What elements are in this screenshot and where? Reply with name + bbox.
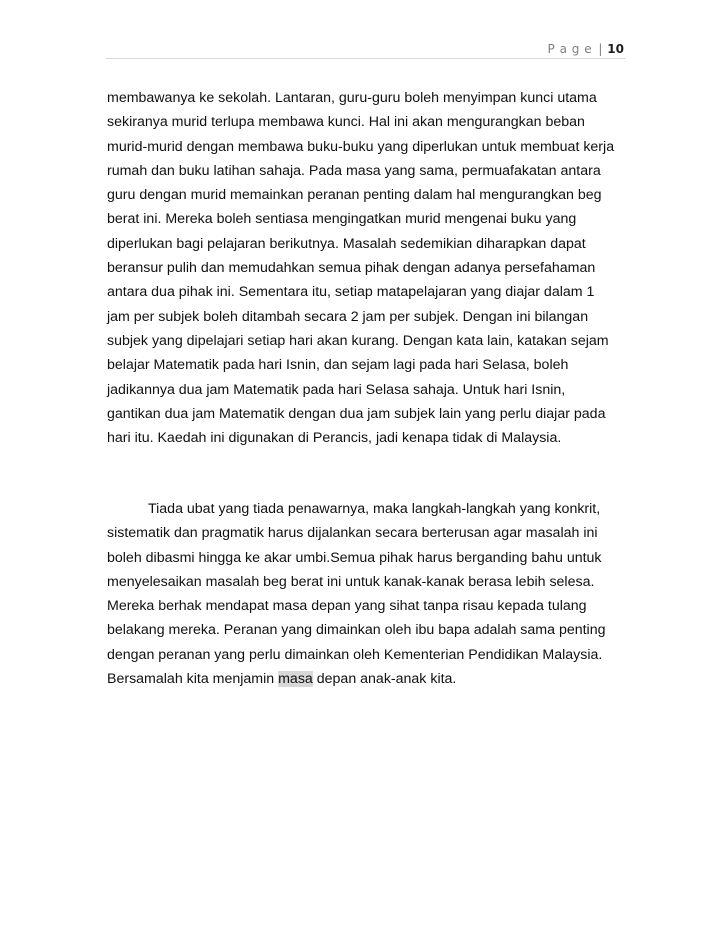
text-line: jam per subjek boleh ditambah secara 2 jam per subjek. Dengan ini bilangan [107, 308, 589, 325]
text-line: guru dengan murid memainkan peranan penting dalam hal mengurangkan beg [107, 187, 602, 204]
text-line: sekiranya murid terlupa membawa kunci. Hal ini akan mengurangkan beban [107, 114, 585, 131]
page-number-label [548, 42, 624, 56]
highlighted-word: masa [278, 671, 313, 688]
text-line-last [107, 667, 647, 691]
text-line-first [107, 497, 647, 521]
paragraph-1 [107, 86, 647, 450]
page-header [106, 36, 626, 59]
text-line: boleh dibasmi hingga ke akar umbi.Semua pihak harus berganding bahu untuk [107, 549, 602, 566]
text-line: rumah dan buku latihan sahaja. Pada masa yang sama, permuafakatan antara [107, 162, 601, 179]
text-line: antara dua pihak ini. Sementara itu, setiap matapelajaran yang diajar dalam 1 [107, 284, 595, 301]
text-line: belakang mereka. Peranan yang dimainkan oleh ibu bapa adalah sama penting [107, 622, 606, 639]
text-line: dengan peranan yang perlu dimainkan oleh Kementerian Pendidikan Malaysia. [107, 646, 603, 663]
paragraph-2 [107, 497, 647, 691]
text-line: murid-murid dengan membawa buku-buku yang diperlukan untuk membuat kerja [107, 138, 615, 155]
text-line: gantikan dua jam Matematik dengan dua jam subjek lain yang perlu diajar pada [107, 405, 606, 422]
text-line: beransur pulih dan memudahkan semua pihak dengan adanya persefahaman [107, 260, 596, 277]
text-line: menyelesaikan masalah beg berat ini untuk kanak-kanak berasa lebih selesa. [107, 573, 595, 590]
text-line: diperlukan bagi pelajaran berikutnya. Masalah sedemikian diharapkan dapat [107, 235, 586, 252]
text-line: subjek yang dipelajari setiap hari akan kurang. Dengan kata lain, katakan sejam [107, 332, 609, 349]
text-line-content: Tiada ubat yang tiada penawarnya, maka langkah-langkah yang konkrit, [148, 501, 601, 517]
text-line: sistematik dan pragmatik harus dijalankan secara berterusan agar masalah ini [107, 525, 598, 542]
text-line: berat ini. Mereka boleh sentiasa mengingatkan murid mengenai buku yang [107, 211, 577, 228]
text-line: hari itu. Kaedah ini digunakan di Perancis, jadi kenapa tidak di Malaysia. [107, 430, 562, 447]
text-segment: Bersamalah kita menjamin [107, 671, 279, 688]
text-line: jadikannya dua jam Matematik pada hari Selasa sahaja. Untuk hari Isnin, [107, 381, 566, 398]
text-line: Mereka berhak mendapat masa depan yang sihat tanpa risau kepada tulang [107, 598, 587, 615]
page-separator: | [598, 42, 603, 56]
page-word: P a g e [547, 42, 593, 56]
page-number: 10 [607, 42, 624, 56]
text-line: belajar Matematik pada hari Isnin, dan sejam lagi pada hari Selasa, boleh [107, 357, 569, 374]
text-segment: depan anak-anak kita. [312, 671, 457, 688]
text-line: membawanya ke sekolah. Lantaran, guru-guru boleh menyimpan kunci utama [107, 90, 597, 106]
